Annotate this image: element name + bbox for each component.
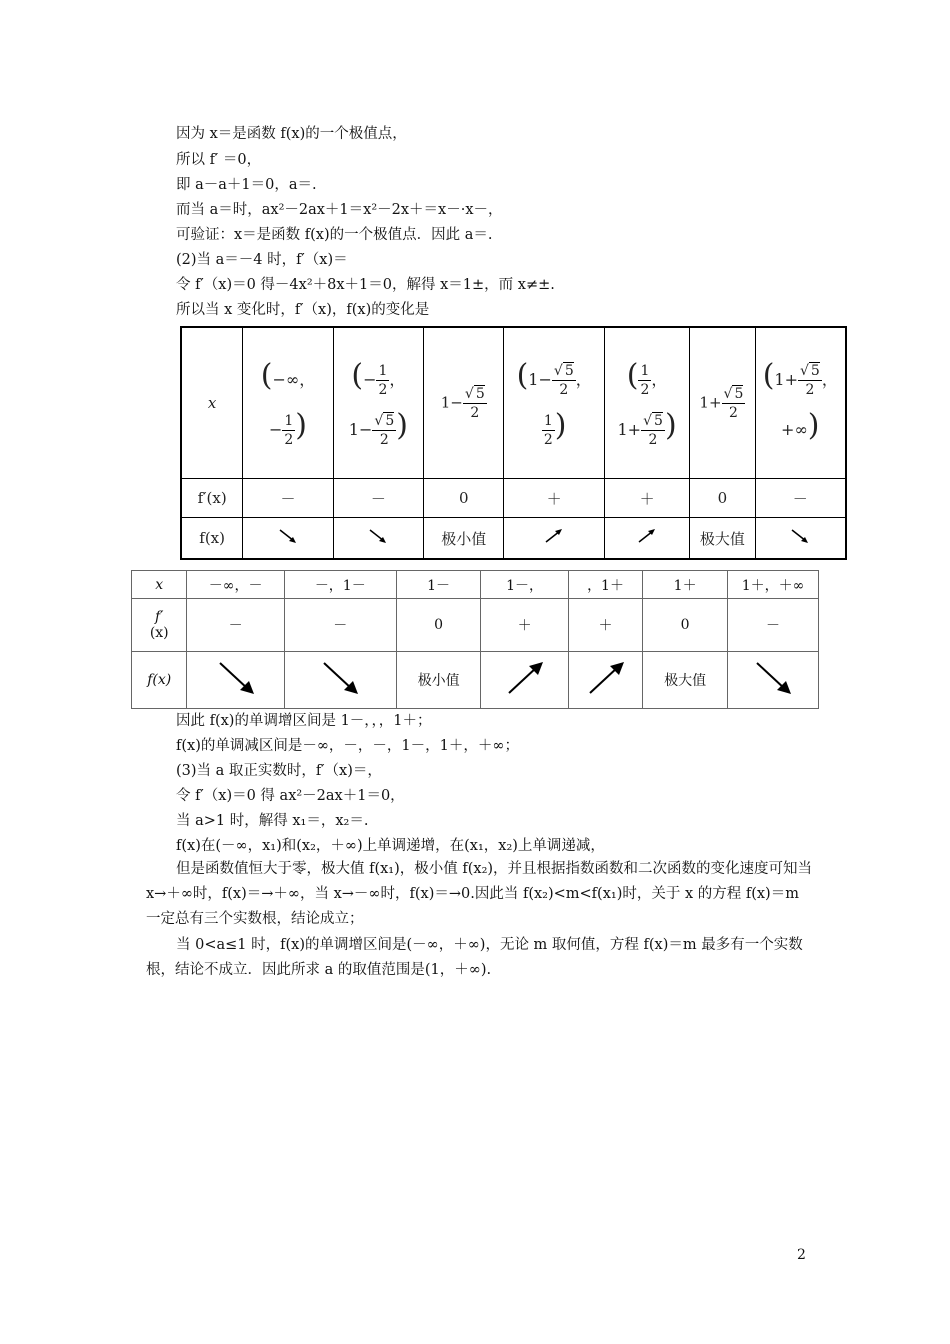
arrow-down-right-icon (318, 659, 362, 697)
table2-f-label: f(x) (132, 652, 187, 709)
table2-header-cell: 1－ (396, 571, 481, 599)
table1-point-min: 1− $\frac{√ 5}{2}$ (424, 327, 504, 479)
paragraph-2: 当 0<a≤1 时，f(x)的单调增区间是(－∞，＋∞)，无论 m 取何值，方程 f(x)＝m 最多有一个实数根，结论不成立．因此所求 a 的取值范围是(1，＋∞). (146, 937, 803, 978)
table2-fp-cell: 0 (396, 599, 481, 652)
text-line-12: 令 f′（x)＝0 得 ax²－2ax＋1＝0， (176, 788, 405, 804)
table2-f-cell (727, 652, 818, 709)
table1-fp-cell: ＋ (504, 479, 604, 518)
text-line-3: 即 a－a＋1＝0，a＝. (176, 177, 317, 193)
arrow-down-right-icon (277, 527, 299, 545)
table1-f-cell (333, 518, 423, 560)
text-line-11: (3)当 a 取正实数时，f′（x)＝， (176, 763, 382, 779)
table1-fp-cell: ＋ (604, 479, 689, 518)
text-line-14: f(x)在(－∞，x₁)和(x₂，＋∞)上单调递增，在(x₁，x₂)上单调递减， (176, 838, 605, 854)
table2-fp-cell: ＋ (481, 599, 568, 652)
table1-f-label: f(x) (181, 518, 243, 560)
paragraph-1: 但是函数值恒大于零，极大值 f(x₁)，极小值 f(x₂)，并且根据指数函数和二次函数的变化速度可知当 x→＋∞时，f(x)＝→＋∞，当 x→－∞时，f(x)＝→0.因此当 f(x₂)<m<f(x₁)时，关于 x 的方程 f(x)＝m 一定总有三个实数根，结论成立； (146, 861, 813, 927)
arrow-up-right-icon (636, 527, 658, 545)
arrow-down-right-icon (751, 659, 795, 697)
table1-fp-cell: 0 (424, 479, 504, 518)
text-line-1: 因为 x＝是函数 f(x)的一个极值点， (176, 126, 407, 142)
table1-interval-5: ( $\frac{1}{2}$ ， 1+ $\frac{√ 5}{2}$ ) (604, 327, 689, 479)
arrow-up-right-icon (543, 527, 565, 545)
table2-fp-cell: 0 (643, 599, 728, 652)
text-line-6: (2)当 a＝－4 时，f′（x)＝ (176, 252, 348, 268)
table1-f-cell (755, 518, 846, 560)
table2-header-cell: 1＋，＋∞ (727, 571, 818, 599)
table2-fp-cell: － (727, 599, 818, 652)
text-line-4: 而当 a＝时，ax²－2ax＋1＝x²－2x＋＝x－·x－， (176, 202, 503, 218)
table2-f-cell (187, 652, 284, 709)
text-line-9: 因此 f(x)的单调增区间是 1－，，，1＋； (176, 713, 432, 729)
table1-fp-label: f′(x) (181, 479, 243, 518)
table2-fp-cell: － (284, 599, 396, 652)
arrow-down-right-icon (789, 527, 811, 545)
arrow-up-right-icon (503, 659, 547, 697)
table1-f-cell (504, 518, 604, 560)
table2-header-cell: －，1－ (284, 571, 396, 599)
table2-fp-cell: － (187, 599, 284, 652)
table1-fp-cell: 0 (690, 479, 755, 518)
table1-x-label: x (181, 327, 243, 479)
table2-f-cell (568, 652, 643, 709)
variation-table-primary (180, 326, 847, 560)
table2-f-cell (481, 652, 568, 709)
table2-f-cell (284, 652, 396, 709)
arrow-down-right-icon (214, 659, 258, 697)
text-line-5: 可验证：x＝是函数 f(x)的一个极值点．因此 a＝. (176, 227, 493, 243)
table1-f-cell: 极大值 (690, 518, 755, 560)
text-line-7: 令 f′（x)＝0 得－4x²＋8x＋1＝0，解得 x＝1±，而 x≠±. (176, 277, 555, 293)
table1-f-cell (604, 518, 689, 560)
table1-f-cell (243, 518, 333, 560)
table2-header-cell: 1－， (481, 571, 568, 599)
table1-fp-cell: － (333, 479, 423, 518)
text-line-8: 所以当 x 变化时，f′（x)，f(x)的变化是 (176, 302, 430, 318)
table2-header-cell: 1＋ (643, 571, 728, 599)
page-number: 2 (797, 1247, 806, 1263)
arrow-down-right-icon (367, 527, 389, 545)
arrow-up-right-icon (584, 659, 628, 697)
variation-table-secondary (131, 570, 819, 709)
text-line-10: f(x)的单调减区间是－∞，－，－，1－，1＋，＋∞； (176, 738, 519, 754)
table2-header-cell: ，1＋ (568, 571, 643, 599)
table1-interval-1: (−∞， − $\frac{1}{2}$ ) (243, 327, 333, 479)
table2-header-cell: －∞，－ (187, 571, 284, 599)
table1-fp-cell: － (755, 479, 846, 518)
text-line-2: 所以 f′ ＝0， (176, 152, 262, 168)
table1-interval-7: (1+ $\frac{√ 5}{2}$ ， +∞) (755, 327, 846, 479)
table2-f-cell: 极大值 (643, 652, 728, 709)
table2-f-cell: 极小值 (396, 652, 481, 709)
table1-fp-cell: － (243, 479, 333, 518)
text-line-13: 当 a>1 时，解得 x₁＝，x₂＝. (176, 813, 369, 829)
table2-fp-label: f′ (x) (132, 599, 187, 652)
table1-interval-4: (1− $\frac{√ 5}{2}$ ， $\frac{1}{2}$ ) (504, 327, 604, 479)
table1-f-cell: 极小值 (424, 518, 504, 560)
table2-fp-cell: ＋ (568, 599, 643, 652)
table2-header-cell: x (132, 571, 187, 599)
table1-point-max: 1+ $\frac{√ 5}{2}$ (690, 327, 755, 479)
table1-interval-2: (− $\frac{1}{2}$ ， 1− $\frac{√ 5}{2}$ ) (333, 327, 423, 479)
